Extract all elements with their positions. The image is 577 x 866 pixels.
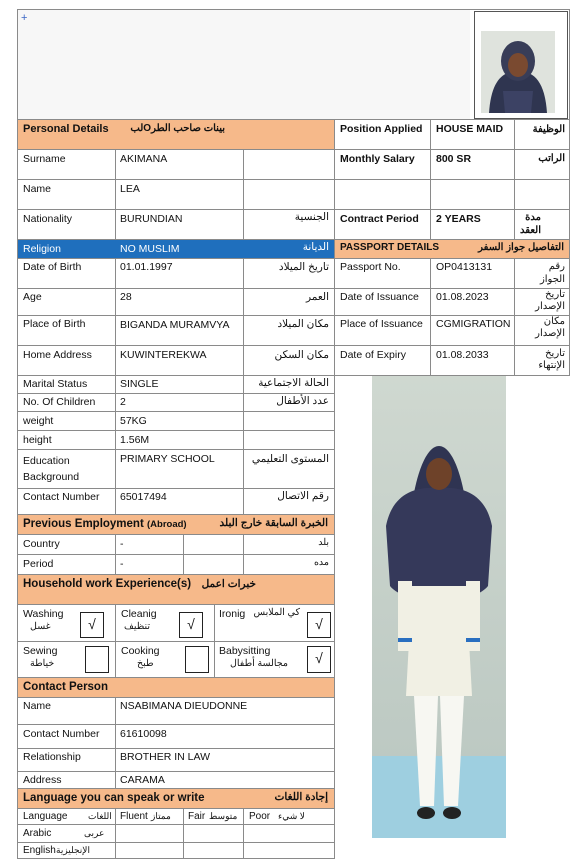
country-label: Country [23,538,60,550]
language-col-label: Language [23,811,68,822]
contact-number-value: 65017494 [120,491,167,503]
nationality-value: BURUNDIAN [120,213,183,225]
skill-babysitting-label: Babysitting [219,645,271,657]
surname-label: Surname [23,153,66,165]
education-value: PRIMARY SCHOOL [120,453,215,465]
skill-sewing-label-ar: خياطة [30,658,55,669]
expiry-label: Date of Expiry [340,349,406,361]
language-col-label-ar: اللغات [88,811,112,821]
skill-cooking-label: Cooking [121,645,160,657]
contract-value: 2 YEARS [436,213,481,225]
skill-cooking-checkbox[interactable] [185,646,209,673]
country-label-ar: بلد [318,537,329,548]
passport-no-label-ar: رقم الجواز [539,261,565,285]
contact-address-value: CARAMA [120,774,165,786]
skill-cleaning-label-ar: تنظيف [124,621,151,632]
contact-name-value: NSABIMANA DIEUDONNE [120,700,248,712]
personal-details-title-ar: بينات صاحب الطرOلب [130,123,225,134]
contract-label-ar: مدة العقد [520,212,541,236]
name-value: LEA [120,183,140,195]
dob-label-ar: تاريخ الميلاد [278,261,329,273]
height-label: height [23,434,52,446]
skill-ironing-label: Ironig [219,608,246,620]
marital-status-value: SINGLE [120,378,159,390]
full-body-photo [372,376,506,838]
age-label: Age [23,291,42,303]
skill-cooking-label-ar: طبخ [137,658,154,669]
skill-washing-label: Washing [23,608,64,620]
skill-ironing-checkbox[interactable]: √ [307,612,331,638]
contact-number-label: Contact Number [23,491,100,503]
contact-phone-label: Contact Number [23,728,100,740]
skill-sewing-checkbox[interactable] [85,646,109,673]
issuance-date-label: Date of Issuance [340,291,419,303]
corner-mark: + [21,12,28,24]
home-address-label-ar: مكان السكن [274,349,329,361]
household-title: Household work Experience(s) [23,578,192,590]
children-value: 2 [120,396,126,408]
expiry-label-ar: تاريخ الإنتهاء [538,348,565,371]
expiry-value: 01.08.2033 [436,349,489,361]
religion-label: Religion [23,243,61,255]
issuance-place-label-ar: مكان الإصدار [535,316,565,339]
marital-status-label-ar: الحالة الاجتماعية [258,377,329,389]
education-label-ar: المستوى التعليمي [251,453,329,465]
skill-washing-checkbox[interactable]: √ [80,612,104,638]
contract-label: Contract Period [340,213,419,225]
skill-sewing-label: Sewing [23,645,58,657]
dob-label: Date of Birth [23,261,82,273]
relationship-label: Relationship [23,751,81,763]
relationship-value: BROTHER IN LAW [120,751,211,763]
education-label: Education Background [23,455,80,483]
poor-col-label-ar: لا شيء [278,811,305,821]
head-photo [481,31,555,113]
pob-value: BIGANDA MURAMVYA [120,319,230,331]
passport-no-label: Passport No. [340,261,401,273]
position-value: HOUSE MAID [436,123,504,135]
position-label: Position Applied [340,123,423,135]
religion-label-ar: الديانة [302,241,329,253]
contact-name-label: Name [23,700,52,712]
pob-label: Place of Birth [23,318,86,330]
employment-title-small: (Abroad) [147,519,187,530]
contact-address-label: Address [23,774,62,786]
issuance-date-value: 01.08.2023 [436,291,489,303]
weight-value: 57KG [120,415,147,427]
marital-status-label: Marital Status [23,378,88,390]
employment-title-ar: الخبرة السابقة خارج البلد [219,517,328,529]
issuance-place-label: Place of Issuance [340,318,423,330]
passport-no-value: OP0413131 [436,261,493,273]
country-value: - [120,538,124,550]
fluent-col-label: Fluent [120,811,148,822]
height-value: 1.56M [120,434,150,446]
skill-cleaning-checkbox[interactable]: √ [179,612,203,638]
fair-col-label: Fair [188,811,206,822]
employment-title-text: Previous Employment [23,518,144,530]
period-value: - [120,558,124,570]
household-title-ar: خبرات اعمل [201,578,256,590]
children-label: No. Of Children [23,396,96,408]
children-label-ar: عدد الأطفال [276,395,329,407]
passport-title: PASSPORT DETAILS [340,242,440,253]
period-label-ar: مده [313,557,329,568]
salary-label: Monthly Salary [340,153,415,165]
top-banner [17,9,470,119]
dob-value: 01.01.1997 [120,261,173,273]
age-value: 28 [120,291,132,303]
name-label: Name [23,183,52,195]
salary-value: 800 SR [436,153,472,165]
employment-title [23,518,187,531]
contact-phone-value: 61610098 [120,728,167,740]
contact-number-label-ar: رقم الاتصال [277,490,329,502]
issuance-place-value: CGMIGRATION [436,318,511,330]
skill-babysitting-label-ar: مجالسة أطفال [230,658,289,669]
skill-cleaning-label: Cleanig [121,608,157,620]
arabic-row-label: Arabic [23,828,52,839]
pob-label-ar: مكان الميلاد [277,318,329,330]
arabic-row-label-ar: عربى [84,828,105,838]
nationality-label-ar: الجنسية [294,211,329,223]
poor-col-label: Poor [249,811,271,822]
home-address-value: KUWINTEREKWA [120,349,207,361]
home-address-label: Home Address [23,349,92,361]
personal-details-title: Personal Details [23,123,109,135]
contact-title: Contact Person [23,681,108,693]
skill-babysitting-checkbox[interactable]: √ [307,646,331,673]
surname-value: AKIMANA [120,153,168,165]
issuance-date-label-ar: تاريخ الإصدار [535,289,565,312]
language-title-ar: إجادة اللغات [274,791,328,803]
religion-value: NO MUSLIM [120,243,180,255]
nationality-label: Nationality [23,213,73,225]
english-row-label: English [23,845,56,856]
fair-col-label-ar: متوسط [209,811,238,821]
passport-title-ar: التفاصيل جواز السفر [478,242,564,253]
english-row-label-ar: الإنجليزية [56,845,90,855]
age-label-ar: العمر [305,291,329,303]
weight-label: weight [23,415,54,427]
period-label: Period [23,558,54,570]
skill-washing-label-ar: غسل [30,621,51,632]
salary-label-ar: الراتب [538,153,565,164]
skill-ironing-label-ar: كي الملابس [253,607,300,618]
position-label-ar: الوظيفة [532,124,565,135]
fluent-col-label-ar: ممتاز [151,811,171,821]
language-title: Language you can speak or write [23,792,205,804]
